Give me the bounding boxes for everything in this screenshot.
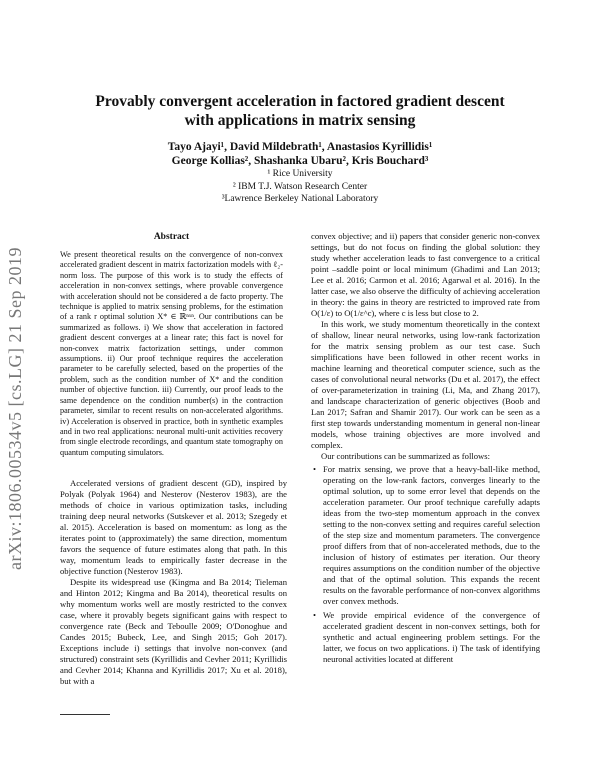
affiliation-3: ³Lawrence Berkeley National Laboratory (221, 194, 379, 204)
authors-line-1: Tayo Ajayi¹, David Mildebrath¹, Anastasios Kyrillidis¹ (167, 141, 433, 153)
contribution-item: • For matrix sensing, we prove that a heavy-ball-like method, operating on the low-rank factors, converges linearly to the optimal solution, up to some error level that depends on the acceleration parameter. Our proof technique carefully adapts ideas from the two-step momentum approach in the convex setting to the non-convex setting and requires careful selection of the step size and momentum parameters. The convergence proof differs from that of non-accelerated methods, due to the inclusion of history of estimates per iteration. Our theory requires assumptions on the condition number of the objective and that of the optimal solution. This expands the recent results on the favorable performance of non-convex algorithms over convex methods. (323, 464, 540, 607)
left-column-body (60, 478, 287, 687)
title-line-2: with applications in matrix sensing (184, 112, 416, 129)
affiliations (60, 168, 540, 206)
footnote-rule (60, 714, 110, 715)
right-column-body (311, 231, 540, 668)
right-paragraph-1: convex objective; and ii) papers that consider generic non-convex settings, but do not focus on finding the global solution: they study whether acceleration leads to fast convergence to a critical point –saddle point or local minimum (Ghadimi and Lan 2013; Lee et al. 2016; Carmon et al. 2016; Agarwal et al. 2016). In the latter case, we also observe the difficulty of achieving acceleration in theory: the gains in theory are restricted to improved rate from O(1/ε) to O(1/ε^c), where c is less but close to 2. (311, 231, 540, 318)
contributions-list (311, 464, 540, 665)
right-paragraph-3: Our contributions can be summarized as follows: (321, 451, 490, 461)
affiliation-2: ² IBM T.J. Watson Research Center (232, 181, 368, 192)
arxiv-stamp-text: arXiv:1806.00534v5 [cs.LG] 21 Sep 2019 (5, 247, 25, 570)
right-paragraph-2: In this work, we study momentum theoretically in the context of shallow, linear neural networks, using low-rank factorization for the matrix sensing problem as our test case. Such simplifications have been followed in other recent works in machine learning and theoretical computer science, such as the cases of convolutional neural networks (Du et al. 2017), the effect of over-parameterization in training (Li, Ma, and Zhang 2017), and landscape characterization of generic objectives (Boob and Lan 2017; Safran and Shamir 2017). Our work can be seen as a first step towards understanding momentum in general non-linear models, whose training objectives are more involved and complex. (311, 319, 540, 450)
intro-paragraph-2: Despite its widespread use (Kingma and Ba 2014; Tieleman and Hinton 2012; Kingma and Ba 2014), theoretical results on why momentum works well are mostly restricted to the convex case, where it provably begets significant gains with respect to convergence rate (Beck and Teboulle 2009; O'Donoghue and Candes 2015; Bubeck, Lee, and Singh 2015; Goh 2017). Exceptions include i) settings that involve non-convex (and structured) constraint sets (Kyrillidis and Cevher 2011; Kyrillidis and Cevher 2014; Khanna and Kyrillidis 2017; Xu et al. 2018), but with a (60, 577, 287, 686)
abstract-text: We present theoretical results on the convergence of non-convex accelerated gradient descent in matrix factorization models with ℓ₂-norm loss. The purpose of this work is to study the effects of acceleration in non-convex settings, where provable convergence with acceleration should not be considered a de facto property. The technique is applied to matrix sensing problems, for the estimation of a rank r optimal solution X* ∈ ℝⁿˣⁿ. Our contributions can be summarized as follows. i) We show that acceleration in factored gradient descent converges at a linear rate; this fact is novel for non-convex matrix factorization settings, under common assumptions. ii) Our proof technique requires the acceleration parameter to be carefully selected, based on the properties of the problem, such as the condition number of X* and the condition number of objective function. iii) Currently, our proof leads to the same dependence on the condition number(s) in the contraction parameter, similar to recent results on non-accelerated algorithms. iv) Acceleration is observed in practice, both in synthetic examples and in two real applications: neuronal multi-unit activities recovery from single electrode recordings, and quantum state tomography on quantum computing simulators. (60, 250, 283, 457)
intro-paragraph-1: Accelerated versions of gradient descent (GD), inspired by Polyak (Polyak 1964) and Nesterov (Nesterov 1983), are the methods of choice in various optimization tasks, including training deep neural networks (Sutskever et al. 2013; Szegedy et al. 2015). Acceleration is based on momentum: as long as the iterates point to (approximately) the same direction, momentum favors the sequence of future estimates along that path. In this way, momentum leads to empirically faster decrease in the objective function (Nesterov 1983). (60, 478, 287, 576)
authors-line-2: George Kollias², Shashanka Ubaru², Kris Bouchard³ (171, 155, 429, 167)
author-list (60, 140, 540, 168)
abstract-heading: Abstract (153, 232, 190, 242)
contribution-item: • We provide empirical evidence of the convergence of accelerated gradient descent in non-convex settings, both for synthetic and actual engineering problem settings. For the latter, we focus on two applications. i) The task of identifying neuronal activities located at different (323, 610, 540, 665)
affiliation-1: ¹ Rice University (267, 169, 333, 179)
paper-title (60, 92, 540, 130)
title-line-1: Provably convergent acceleration in factored gradient descent (95, 93, 505, 110)
